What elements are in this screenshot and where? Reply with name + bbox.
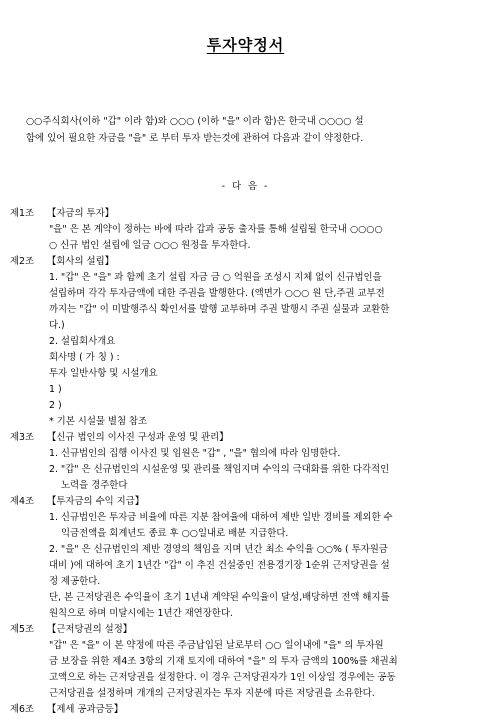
- article-line: 2. "을" 은 신규법인의 제반 경영의 책임을 지며 년간 최소 수익율 ○○% ( 투자원금: [49, 544, 388, 555]
- article-title: 【투자금의 수익 지급】: [47, 496, 145, 507]
- article-heading: [10, 430, 480, 446]
- article-line: "을" 은 본 계약이 정하는 바에 따라 갑과 공동 출자를 통해 설립될 한국내 ○○○○: [49, 224, 383, 235]
- article-line: 근저당권을 설정하며 개개의 근저당권자는 투자 지분에 따른 저당권을 소유한다.: [49, 688, 375, 699]
- article-line: 고액으로 하는 근저당권을 설정한다. 이 경우 근저당권자가 1인 이상일 경우에는 공동: [49, 672, 396, 683]
- article-line: 설립하며 각각 투자금액에 대한 주권을 발행한다. (액면가 ○○○ 원 단,주권 교부전: [49, 288, 385, 299]
- article-title: 【근저당권의 설정】: [47, 624, 133, 635]
- article-title: 【회사의 설립】: [47, 256, 115, 267]
- article-heading: [10, 254, 480, 270]
- intro-line: ○○주식회사(이하 "갑" 이라 함)와 ○○○ (이하 "을" 이라 함)은 한국내 ○○○○ 설: [26, 116, 364, 127]
- article-heading: [10, 622, 480, 638]
- article-line: 까지는 "갑" 이 미발행주식 확인서를 발행 교부하며 주권 발행시 주권 실물과 교환한: [49, 304, 390, 315]
- article-line: 1. 신규법인의 집행 이사진 및 임원은 "갑" , "을" 협의에 따라 임명한다.: [49, 448, 341, 459]
- article-line: 노력을 경주한다: [61, 480, 128, 491]
- article-line: 익금전액을 회계년도 종료 후 ○○일내로 배분 지급한다.: [61, 528, 289, 539]
- article-line: 단, 본 근저당권은 수익율이 초기 1년내 계약된 수익율이 달성,배당하면 전액 해지를: [49, 592, 390, 603]
- da-eum-heading: - 다 음 -: [221, 181, 270, 192]
- article-number: 제3조: [10, 432, 35, 443]
- article-number: 제5조: [10, 624, 35, 635]
- intro-line: 함에 있어 필요한 자금을 "을" 로 부터 투자 받는것에 관하여 다음과 같이 약정한다.: [26, 133, 364, 144]
- article-title: 【제세 공과금등】: [47, 704, 124, 715]
- article-line: 2. "갑" 은 신규법인의 시설운영 및 관리를 책임지며 수익의 극대화를 위한 다각적인: [49, 464, 390, 475]
- article-heading: [10, 702, 480, 718]
- article-line: 투자 일반사항 및 시설개요: [49, 368, 158, 379]
- article-number: 제2조: [10, 256, 35, 267]
- article-title: 【자금의 투자】: [47, 208, 115, 219]
- article-line: 2 ): [49, 400, 62, 411]
- article-line: 2. 설립회사개요: [49, 336, 116, 347]
- article-number: 제1조: [10, 208, 35, 219]
- document-title: [0, 34, 491, 55]
- article-line: 1. 신규법인은 투자금 비율에 따른 지분 참여율에 대하여 제반 일반 경비를 제외한 수: [49, 512, 393, 523]
- article-line: "갑" 은 "을" 이 본 약정에 따른 주금납입된 날로부터 ○○ 일이내에 "을" 의 투자원: [49, 640, 384, 651]
- article-number: 제4조: [10, 496, 35, 507]
- article-title: 【신규 법인의 이사진 구성과 운영 및 관리】: [47, 432, 229, 443]
- article-line: 금 보장을 위한 제4조 3항의 기재 토지에 대하여 "을" 의 투자 금액의 100%를 채권최: [49, 656, 398, 667]
- articles-body: [10, 206, 480, 718]
- article-line: 정 제공한다.: [49, 576, 101, 587]
- article-heading: [10, 206, 480, 222]
- article-heading: [10, 494, 480, 510]
- article-line: 회사명 ( 가 칭 ) :: [49, 352, 120, 363]
- intro-paragraph: [22, 113, 477, 147]
- article-line: 다.): [49, 320, 65, 331]
- article-line: 1. "갑" 은 "을" 과 함께 초기 설립 자금 금 ○ 억원을 조성시 지체 없이 신규법인을: [49, 272, 382, 283]
- article-line: 대비 )에 대하여 초기 1년간 "갑" 이 추진 건설중인 전용경기장 1순위 근저당권을 설: [49, 560, 390, 571]
- article-line: 1 ): [49, 384, 62, 395]
- article-line: * 기본 시설물 별첨 참조: [49, 416, 148, 427]
- article-line: ○ 신규 법인 설립에 일금 ○○○ 원정을 투자한다.: [49, 240, 251, 251]
- document-title-text: 투자약정서: [206, 36, 285, 54]
- article-number: 제6조: [10, 704, 35, 715]
- article-line: 원칙으로 하며 미달시에는 1년간 재연장한다.: [49, 608, 233, 619]
